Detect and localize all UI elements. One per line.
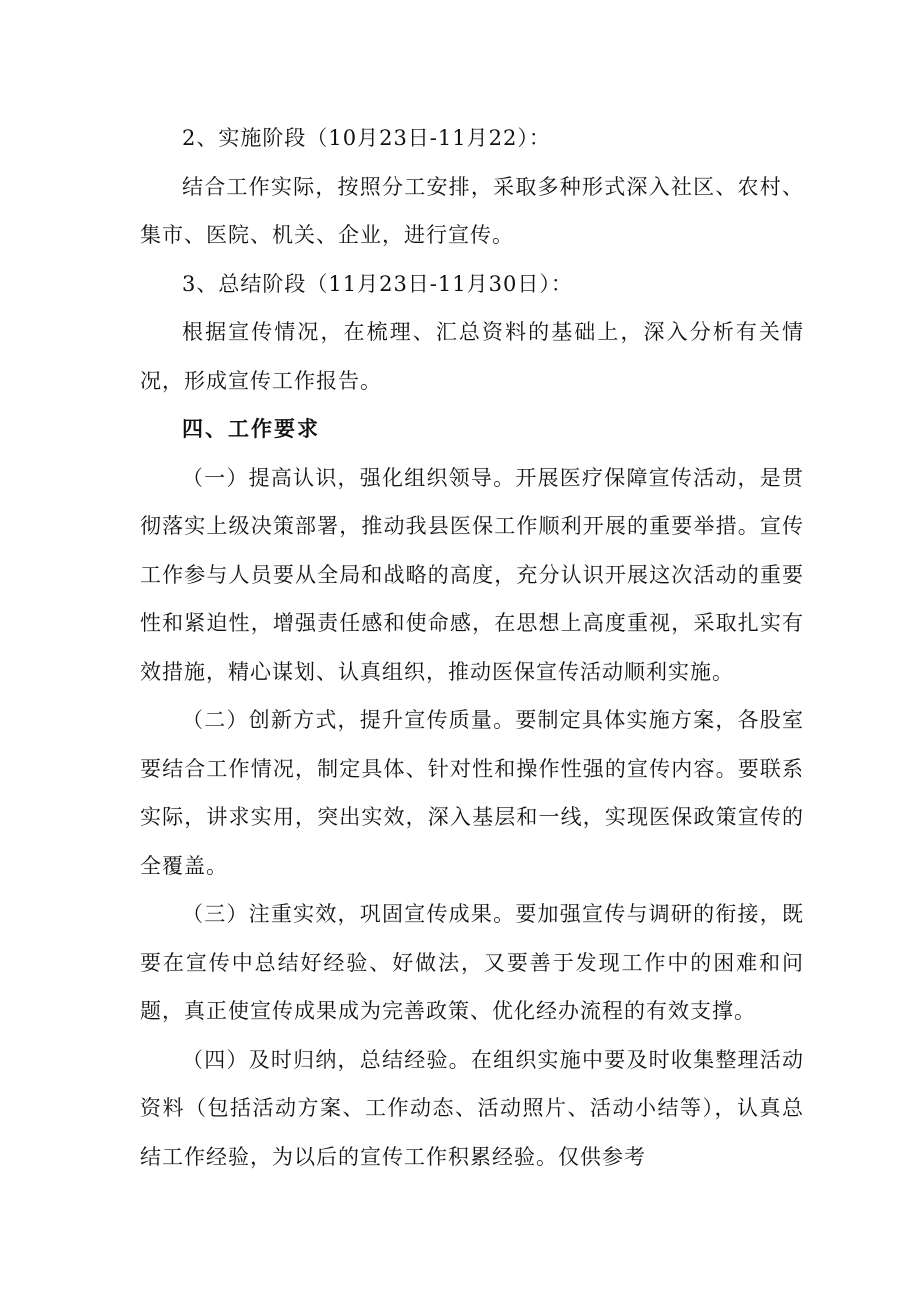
requirement-2-paragraph: （二）创新方式，提升宣传质量。要制定具体实施方案，各股室要结合工作情况，制定具体、针对性和操作性强的宣传内容。要联系实际，讲求实用，突出实效，深入基层和一线，实现医保政策宣传的全覆盖。	[140, 708, 804, 878]
stage-3-title: 3、总结阶段（11月23日-11月30日）：	[182, 271, 573, 296]
section-4-heading: 四、工作要求	[182, 416, 320, 441]
stage-2-title: 2、实施阶段（10月23日-11月22）：	[182, 126, 551, 150]
document-body	[140, 114, 804, 1181]
stage-2-body: 结合工作实际，按照分工安排，采取多种形式深入社区、农村、集市、医院、机关、企业，进行宣传。	[140, 174, 804, 247]
stage-3-body: 根据宣传情况，在梳理、汇总资料的基础上，深入分析有关情况，形成宣传工作报告。	[140, 320, 804, 393]
requirement-3-paragraph: （三）注重实效，巩固宣传成果。要加强宣传与调研的衔接，既要在宣传中总结好经验、好做法，又要善于发现工作中的困难和问题，真正使宣传成果成为完善政策、优化经办流程的有效支撑。	[140, 902, 804, 1023]
requirement-4-paragraph: （四）及时归纳，总结经验。在组织实施中要及时收集整理活动资料（包括活动方案、工作动态、活动照片、活动小结等），认真总结工作经验，为以后的宣传工作积累经验。仅供参考	[140, 1047, 804, 1169]
requirement-1-paragraph: （一）提高认识，强化组织领导。开展医疗保障宣传活动，是贯彻落实上级决策部署，推动我县医保工作顺利开展的重要举措。宣传工作参与人员要从全局和战略的高度，充分认识开展这次活动的重要性和紧迫性，增强责任感和使命感，在思想上高度重视，采取扎实有效措施，精心谋划、认真组织，推动医保宣传活动顺利实施。	[140, 465, 804, 684]
